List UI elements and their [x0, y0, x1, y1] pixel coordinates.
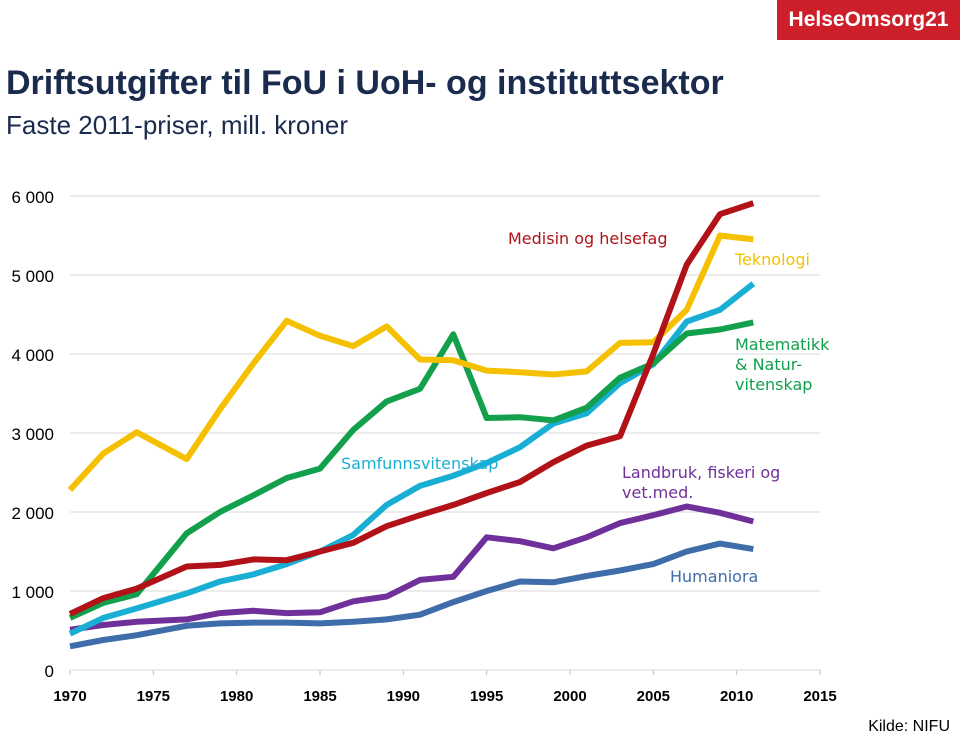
series-label: Humaniora — [670, 567, 759, 586]
y-tick-label: 4 000 — [11, 346, 54, 365]
y-tick-label: 3 000 — [11, 425, 54, 444]
series-label: Samfunnsvitenskap — [341, 454, 499, 473]
x-tick-label: 1970 — [53, 688, 87, 705]
x-tick-label: 1980 — [219, 688, 254, 705]
series-line-4 — [70, 507, 753, 630]
source-note: Kilde: NIFU — [868, 718, 950, 735]
x-tick-label: 2005 — [636, 688, 671, 705]
y-axis-ticks — [11, 188, 54, 681]
series-label: Matematikk & Natur-vitenskap — [735, 335, 830, 394]
y-tick-label: 5 000 — [11, 267, 54, 286]
brand-badge: HelseOmsorg21 — [777, 0, 960, 40]
x-tick-label: 1975 — [136, 688, 171, 705]
x-tick-label: 1985 — [303, 688, 337, 705]
y-tick-label: 2 000 — [11, 504, 54, 523]
x-tick-label: 2000 — [553, 688, 587, 705]
chart-subtitle: Faste 2011-priser, mill. kroner — [6, 110, 348, 140]
series-lines — [70, 203, 753, 646]
y-tick-label: 1 000 — [11, 583, 54, 602]
x-tick-label: 2015 — [803, 688, 837, 705]
x-tick-label: 2010 — [719, 688, 754, 705]
x-tick-label: 1995 — [469, 688, 504, 705]
grid-lines — [70, 196, 820, 591]
x-axis-ticks — [53, 670, 836, 705]
series-label: Medisin og helsefag — [508, 229, 668, 248]
y-tick-label: 6 000 — [11, 188, 54, 207]
x-tick-label: 1990 — [386, 688, 421, 705]
chart-title: Driftsutgifter til FoU i UoH- og instituttsektor — [6, 64, 724, 102]
y-tick-label: 0 — [44, 662, 54, 681]
series-label: Teknologi — [735, 250, 810, 269]
series-label: Landbruk, fiskeri og vet.med. — [622, 463, 781, 502]
